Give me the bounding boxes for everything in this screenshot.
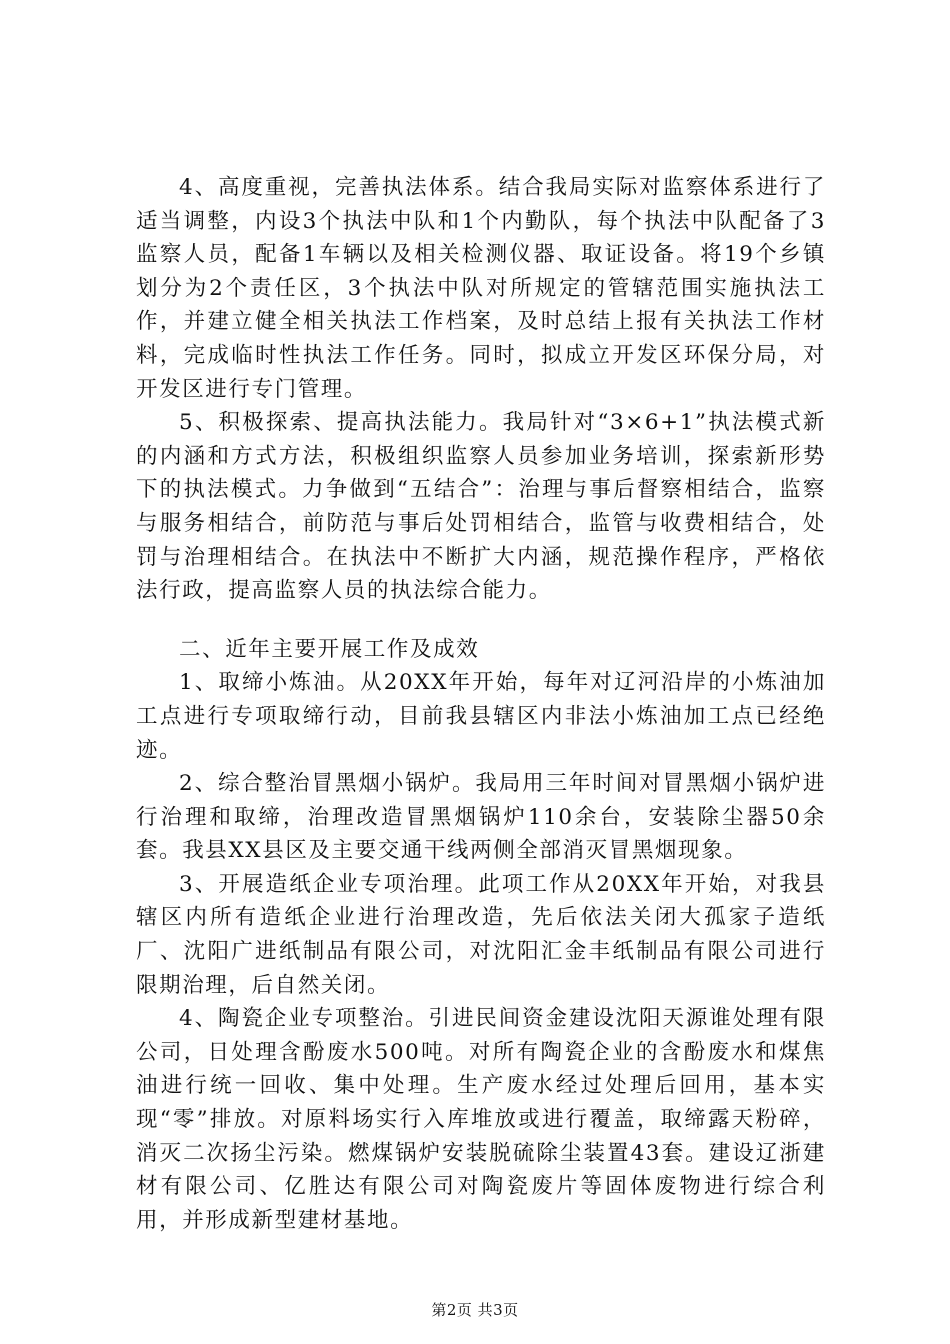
paragraph-paper-industry: 3、开展造纸企业专项治理。此项工作从20XX年开始，对我县辖区内所有造纸企业进行治理改造，先后依法关闭大孤家子造纸厂、沈阳广进纸制品有限公司，对沈阳汇金丰纸制品有限公司进行限期治理，后自然关闭。: [136, 871, 826, 998]
paragraph-ceramics-industry: 4、陶瓷企业专项整治。引进民间资金建设沈阳天源谁处理有限公司，日处理含酚废水500吨。对所有陶瓷企业的含酚废水和煤焦油进行统一回收、集中处理。生产废水经过处理后回用，基本实现“零”排放。对原料场实行入库堆放或进行覆盖，取缔露天粉碎，消灭二次扬尘污染。燃煤锅炉安装脱硫除尘装置43套。建设辽浙建材有限公司、亿胜达有限公司对陶瓷废片等固体废物进行综合利用，并形成新型建材基地。: [136, 1006, 826, 1233]
section-heading: 二、近年主要开展工作及成效: [179, 636, 480, 662]
paragraph-improve-enforcement-system: 4、高度重视，完善执法体系。结合我局实际对监察体系进行了适当调整，内设3个执法中队和1个内勤队，每个执法中队配备了3监察人员，配备1车辆以及相关检测仪器、取证设备。将19个乡镇划分为2个责任区，3个执法中队对所规定的管辖范围实施执法工作，并建立健全相关执法工作档案，及时总结上报有关执法工作材料，完成临时性执法工作任务。同时，拟成立开发区环保分局，对开发区进行专门管理。: [136, 175, 826, 402]
paragraph-enforcement-capability: 5、积极探索、提高执法能力。我局针对“3×6+1”执法模式新的内涵和方式方法，积极组织监察人员参加业务培训，探索新形势下的执法模式。力争做到“五结合”：治理与事后督察相结合，监察与服务相结合，前防范与事后处罚相结合，监管与收费相结合，处罚与治理相结合。在执法中不断扩大内涵，规范操作程序，严格依法行政，提高监察人员的执法综合能力。: [136, 410, 826, 604]
paragraph-boiler-remediation: 2、综合整治冒黑烟小锅炉。我局用三年时间对冒黑烟小锅炉进行治理和取缔，治理改造冒黑烟锅炉110余台，安装除尘器50余套。我县XX县区及主要交通干线两侧全部消灭冒黑烟现象。: [136, 771, 826, 864]
paragraph-ban-small-refineries: 1、取缔小炼油。从20XX年开始，每年对辽河沿岸的小炼油加工点进行专项取缔行动，目前我县辖区内非法小炼油加工点已经绝迹。: [136, 670, 826, 763]
page-number-footer: 第2页 共3页: [431, 1301, 519, 1319]
document-body: [136, 171, 826, 1237]
